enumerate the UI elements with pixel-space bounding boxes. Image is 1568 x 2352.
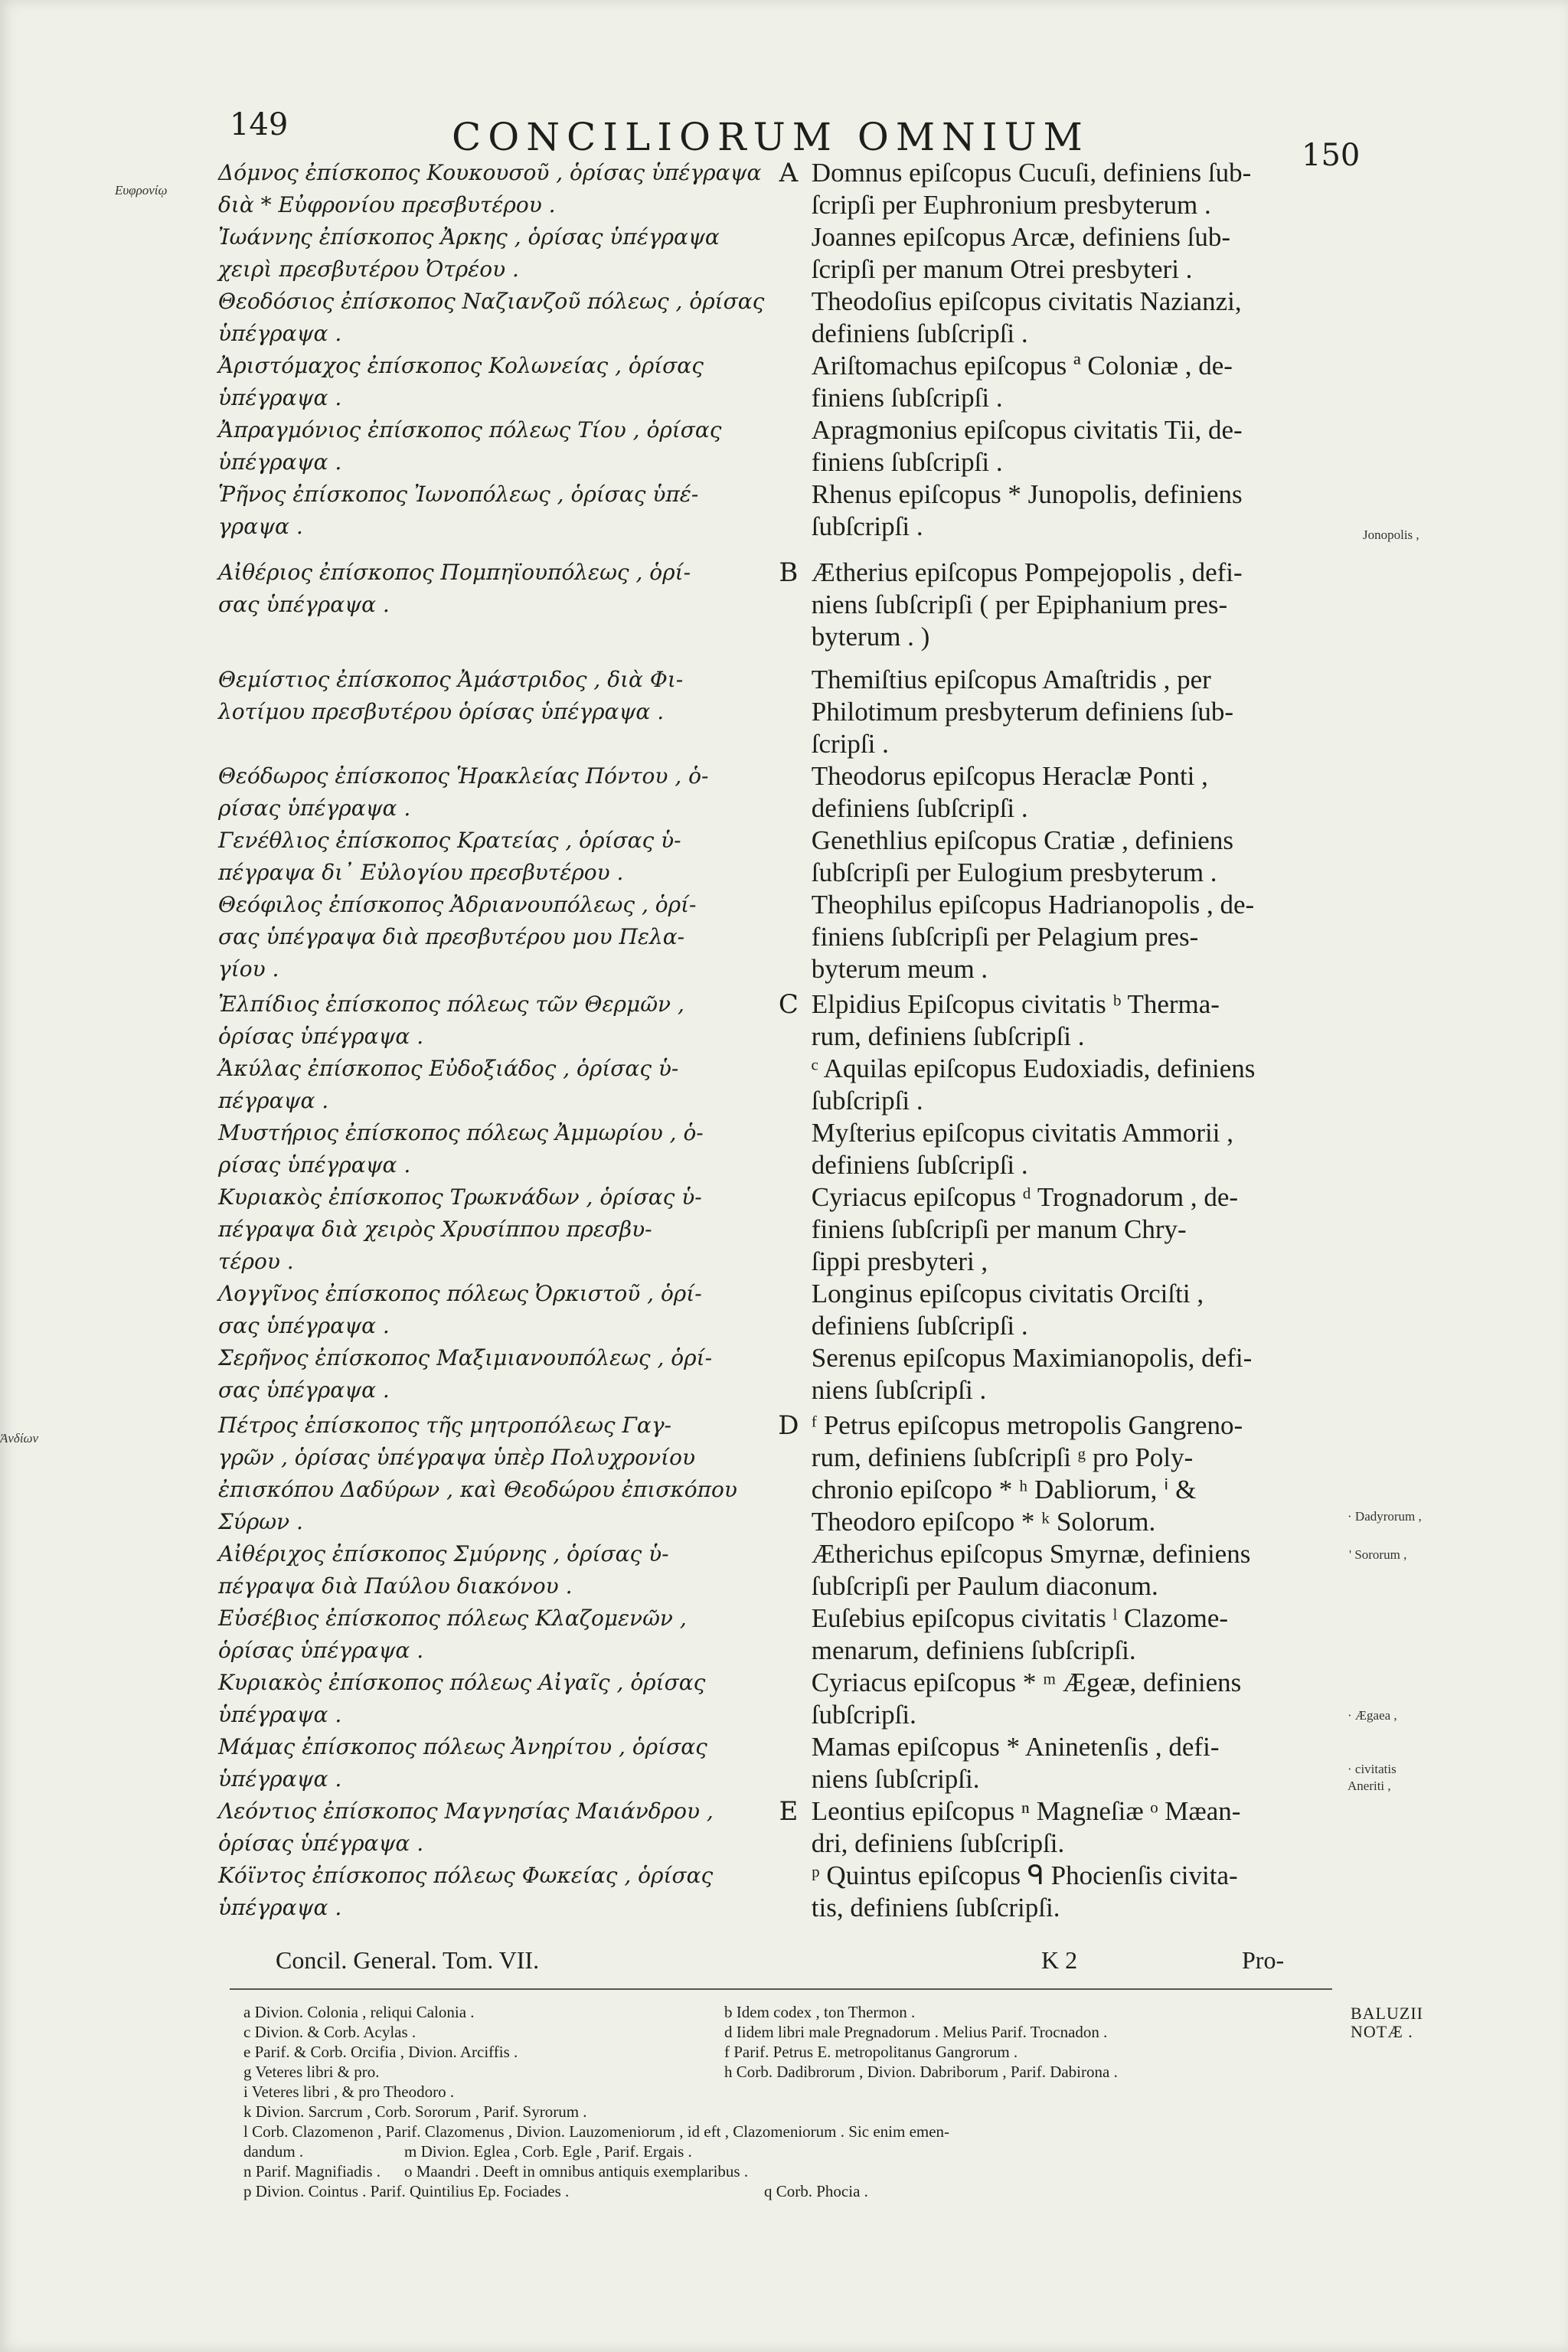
latin-text: Theodorus epiſcopus Heraclæ Ponti , definiens ſubſcripſi . xyxy=(811,761,1208,823)
latin-text: Elpidius Epiſcopus civitatis ᵇ Therma- rum, definiens ſubſcripſi . xyxy=(811,989,1220,1051)
left-margin-gloss-2: Ἀνδίων xyxy=(0,1431,39,1446)
greek-text: Θεόδωρος ἐπίσκοπος Ἡρακλείας Πόντου , ὁ- ρίσας ὑπέγραψα . xyxy=(218,763,709,821)
text-row xyxy=(218,1538,1351,1602)
right-margin-note: · Ægaea , xyxy=(1348,1708,1397,1723)
footnote-line xyxy=(243,2141,1346,2161)
page-number-left: 149 xyxy=(230,107,289,142)
section-marker: A xyxy=(779,158,799,188)
greek-text: Λογγῖνος ἐπίσκοπος πόλεως Ὀρκιστοῦ , ὁρί- σας ὑπέγραψα . xyxy=(218,1281,702,1338)
latin-text: ᶠ Petrus epiſcopus metropolis Gangreno- rum, definiens ſubſcripſi ᵍ pro Poly- chronio epiſcopo * ʰ Dabliorum, ⁱ & Theodoro epiſcopo * ᵏ Solorum. xyxy=(811,1410,1243,1537)
greek-text: Κόϊντος ἐπίσκοπος πόλεως Φωκείας , ὁρίσας ὑπέγραψα . xyxy=(218,1863,714,1920)
latin-text: Joannes epiſcopus Arcæ, definiens ſub- ſcripſi per manum Otrei presbyteri . xyxy=(811,222,1231,284)
text-row xyxy=(218,1602,1351,1667)
latin-text: Longinus epiſcopus civitatis Orciſti , definiens ſubſcripſi . xyxy=(811,1279,1204,1341)
text-row xyxy=(218,1053,1351,1117)
footnote-entry: h Corb. Dadibrorum , Divion. Dabriborum , Parif. Dabirona . xyxy=(724,2063,1118,2081)
latin-text: Apragmonius epiſcopus civitatis Tii, de- finiens ſubſcripſi . xyxy=(811,415,1243,477)
footnote-line xyxy=(243,2102,1346,2122)
latin-text: ᵖ Quintus epiſcopus ᑫ Phocienſis civita- tis, definiens ſubſcripſi. xyxy=(811,1860,1238,1922)
greek-text: Ἐλπίδιος ἐπίσκοπος πόλεως τῶν Θερμῶν , ὁρίσας ὑπέγραψα . xyxy=(218,991,684,1049)
latin-text: Cyriacus epiſcopus ᵈ Trognadorum , de- finiens ſubſcripſi per manum Chry- ſippi presbyteri , xyxy=(811,1182,1239,1276)
footnote-line xyxy=(243,2022,1346,2042)
footnote-entry: b Idem codex , ton Thermon . xyxy=(724,2003,916,2021)
greek-text: Ῥῆνος ἐπίσκοπος Ἰωνοπόλεως , ὁρίσας ὑπέ- γραψα . xyxy=(218,482,699,539)
footnote-line xyxy=(243,2181,1346,2201)
greek-text: Κυριακὸς ἐπίσκοπος πόλεως Αἰγαῖς , ὁρίσας ὑπέγραψα . xyxy=(218,1670,706,1727)
latin-text: Mamas epiſcopus * Aninetenſis , defi- niens ſubſcripſi. xyxy=(811,1732,1220,1794)
text-row xyxy=(218,1860,1351,1924)
latin-text: Theophilus epiſcopus Hadrianopolis , de- finiens ſubſcripſi per Pelagium pres- byterum meum . xyxy=(811,890,1255,984)
latin-text: Domnus epiſcopus Cucuſi, definiens ſub- ſcripſi per Euphronium presbyterum . xyxy=(811,158,1252,220)
greek-text: Θεμίστιος ἐπίσκοπος Ἀμάστριδος , διὰ Φι- λοτίμου πρεσβυτέρου ὁρίσας ὑπέγραψα . xyxy=(218,667,684,724)
catchword: Pro- xyxy=(1242,1946,1285,1974)
footnote-line xyxy=(243,2082,1346,2102)
page-footer xyxy=(276,1946,1348,1983)
greek-text: Γενέθλιος ἐπίσκοπος Κρατείας , ὁρίσας ὑ- πέγραψα δι᾽ Εὐλογίου πρεσβυτέρου . xyxy=(218,828,681,885)
footnote-entry: m Divion. Eglea , Corb. Egle , Parif. Ergais . xyxy=(404,2142,692,2161)
text-row xyxy=(218,1795,1351,1860)
gathering-signature: K 2 xyxy=(1041,1946,1078,1974)
text-row xyxy=(218,760,1351,825)
right-margin-note: ' Sororum , xyxy=(1349,1547,1407,1562)
text-row xyxy=(218,988,1351,1053)
footnote-entry: k Divion. Sarcrum , Corb. Sororum , Parif. Syrorum . xyxy=(243,2102,587,2121)
footnote-entry: o Maandri . Deeft in omnibus antiquis exemplaribus . xyxy=(404,2162,749,2180)
greek-text: Δόμνος ἐπίσκοπος Κουκουσοῦ , ὁρίσας ὑπέγραψα διὰ * Εὐφρονίου πρεσβυτέρου . xyxy=(218,160,762,217)
running-title: CONCILIORUM OMNIUM xyxy=(452,115,1089,159)
greek-text: Κυριακὸς ἐπίσκοπος Τρωκνάδων , ὁρίσας ὑ- πέγραψα διὰ χειρὸς Χρυσίππου πρεσβυ- τέρου . xyxy=(218,1184,702,1274)
section-marker: C xyxy=(778,989,799,1020)
text-row xyxy=(218,825,1351,889)
footnote-line xyxy=(243,2042,1346,2062)
footnote-entry: d Iidem libri male Pregnadorum . Melius Parif. Trocnadon . xyxy=(724,2023,1108,2041)
volume-signature: Concil. General. Tom. VII. xyxy=(276,1946,540,1974)
text-row xyxy=(218,286,1351,350)
greek-text: Μυστήριος ἐπίσκοπος πόλεως Ἀμμωρίου , ὁ- ρίσας ὑπέγραψα . xyxy=(218,1120,704,1178)
greek-text: Λεόντιος ἐπίσκοπος Μαγνησίας Μαιάνδρου , ὁρίσας ὑπέγραψα . xyxy=(218,1798,714,1856)
greek-text: Εὐσέβιος ἐπίσκοπος πόλεως Κλαζομενῶν , ὁρίσας ὑπέγραψα . xyxy=(218,1606,687,1663)
text-row xyxy=(218,664,1351,760)
text-row xyxy=(218,1117,1351,1181)
footnote-entry: p Divion. Cointus . Parif. Quintilius Ep. Fociades . xyxy=(243,2182,570,2200)
section-marker: B xyxy=(779,557,799,588)
footnote-entry: c Divion. & Corb. Acylas . xyxy=(243,2023,416,2041)
footnote-entry: i Veteres libri , & pro Theodoro . xyxy=(243,2082,455,2101)
footnote-line xyxy=(243,2122,1346,2141)
footnotes xyxy=(243,2002,1346,2201)
text-row xyxy=(218,221,1351,286)
greek-text: Μάμας ἐπίσκοπος πόλεως Ἀνηρίτου , ὁρίσας ὑπέγραψα . xyxy=(218,1734,707,1792)
latin-text: Cyriacus epiſcopus * ᵐ Ægeæ, definiens ſubſcripſi. xyxy=(811,1668,1242,1730)
section-marker: D xyxy=(778,1410,799,1441)
text-row xyxy=(218,350,1351,414)
latin-text: Ætherichus epiſcopus Smyrnæ, definiens ſubſcripſi per Paulum diaconum. xyxy=(811,1539,1251,1601)
left-margin-gloss: Ευφρονίῳ xyxy=(115,183,168,198)
footnote-line xyxy=(243,2062,1346,2082)
footnote-entry: a Divion. Colonia , reliqui Calonia . xyxy=(243,2003,475,2021)
latin-text: ᶜ Aquilas epiſcopus Eudoxiadis, definiens ſubſcripſi . xyxy=(811,1054,1256,1116)
right-margin-note: · civitatis Aneriti , xyxy=(1348,1762,1396,1793)
greek-text: Αἰθέριος ἐπίσκοπος Πομπηϊουπόλεως , ὁρί- σας ὑπέγραψα . xyxy=(218,560,691,617)
text-row xyxy=(218,157,1351,221)
footnote-entry: g Veteres libri & pro. xyxy=(243,2063,380,2081)
footnote-line xyxy=(243,2161,1346,2181)
right-margin-note: · Dadyrorum , xyxy=(1348,1509,1422,1524)
greek-text: Θεοδόσιος ἐπίσκοπος Ναζιανζοῦ πόλεως , ὁρίσας ὑπέγραψα . xyxy=(218,289,765,346)
footnote-entry: n Parif. Magnifiadis . xyxy=(243,2162,381,2180)
footnote-entry: e Parif. & Corb. Orcifia , Divion. Arciffis . xyxy=(243,2043,518,2061)
right-margin-note: Jonopolis , xyxy=(1363,528,1419,542)
footnote-entry: dandum . xyxy=(243,2142,304,2161)
text-row xyxy=(218,1410,1351,1538)
baluze-notes-label: BALUZII NOTÆ . xyxy=(1351,2004,1423,2041)
latin-text: Themiſtius epiſcopus Amaſtridis , per Philotimum presbyterum definiens ſub- ſcripſi . xyxy=(811,665,1233,759)
text-row xyxy=(218,889,1351,985)
latin-text: Ariſtomachus epiſcopus ª Coloniæ , de- finiens ſubſcripſi . xyxy=(811,351,1233,413)
greek-text: Ἰωάννης ἐπίσκοπος Ἀρκης , ὁρίσας ὑπέγραψα χειρὶ πρεσβυτέρου Ὀτρέου . xyxy=(218,224,720,282)
greek-text: Πέτρος ἐπίσκοπος τῆς μητροπόλεως Γαγ- γρῶν , ὁρίσας ὑπέγραψα ὑπὲρ Πολυχρονίου ἐπισκόπου Δαδύρων , καὶ Θεοδώρου ἐπισκόπου Σύρων . xyxy=(218,1413,737,1534)
footnote-entry: q Corb. Phocia . xyxy=(764,2182,868,2200)
text-row xyxy=(218,1342,1351,1406)
text-row xyxy=(218,479,1351,543)
greek-text: Ἀπραγμόνιος ἐπίσκοπος πόλεως Τίου , ὁρίσας ὑπέγραψα . xyxy=(218,417,722,475)
footnote-entry: f Parif. Petrus E. metropolitanus Gangrorum . xyxy=(724,2043,1018,2061)
footnote-rule xyxy=(230,1988,1332,1990)
text-row xyxy=(218,1667,1351,1731)
text-row xyxy=(218,1278,1351,1342)
greek-text: Σερῆνος ἐπίσκοπος Μαξιμιανουπόλεως , ὁρί- σας ὑπέγραψα . xyxy=(218,1345,713,1403)
latin-text: Theodoſius epiſcopus civitatis Nazianzi, definiens ſubſcripſi . xyxy=(811,286,1242,348)
latin-text: Rhenus epiſcopus * Junopolis, definiens ſubſcripſi . xyxy=(811,479,1243,541)
text-row xyxy=(218,1731,1351,1795)
latin-text: Genethlius epiſcopus Cratiæ , definiens ſubſcripſi per Eulogium presbyterum . xyxy=(811,825,1233,887)
latin-text: Ætherius epiſcopus Pompejopolis , defi- niens ſubſcripſi ( per Epiphanium pres- byterum . ) xyxy=(811,557,1243,652)
section-marker: E xyxy=(779,1796,799,1827)
greek-text: Θεόφιλος ἐπίσκοπος Ἀδριανουπόλεως , ὁρί- σας ὑπέγραψα διὰ πρεσβυτέρου μου Πελα- γίου . xyxy=(218,892,697,982)
latin-text: Serenus epiſcopus Maximianopolis, defi- niens ſubſcripſi . xyxy=(811,1343,1253,1405)
latin-text: Leontius epiſcopus ⁿ Magneſiæ ᵒ Mæan- dri, definiens ſubſcripſi. xyxy=(811,1796,1241,1858)
text-row xyxy=(218,1181,1351,1278)
latin-text: Myſterius epiſcopus civitatis Ammorii , definiens ſubſcripſi . xyxy=(811,1118,1233,1180)
text-row xyxy=(218,414,1351,479)
parallel-text-columns xyxy=(218,157,1351,1924)
text-row xyxy=(218,557,1351,653)
greek-text: Αἰθέριχος ἐπίσκοπος Σμύρνης , ὁρίσας ὑ- πέγραψα διὰ Παύλου διακόνου . xyxy=(218,1541,669,1599)
footnote-entry: l Corb. Clazomenon , Parif. Clazomenus , Divion. Lauzomeniorum , id eft , Clazomeniorum . Sic enim emen- xyxy=(243,2122,950,2141)
greek-text: Ἀκύλας ἐπίσκοπος Εὐδοξιάδος , ὁρίσας ὑ- πέγραψα . xyxy=(218,1056,679,1113)
footnote-line xyxy=(243,2002,1346,2022)
latin-text: Euſebius epiſcopus civitatis ˡ Clazome- menarum, definiens ſubſcripſi. xyxy=(811,1603,1229,1665)
page-number-right: 150 xyxy=(1302,138,1361,173)
greek-text: Ἀριστόμαχος ἐπίσκοπος Κολωνείας , ὁρίσας ὑπέγραψα . xyxy=(218,353,704,410)
